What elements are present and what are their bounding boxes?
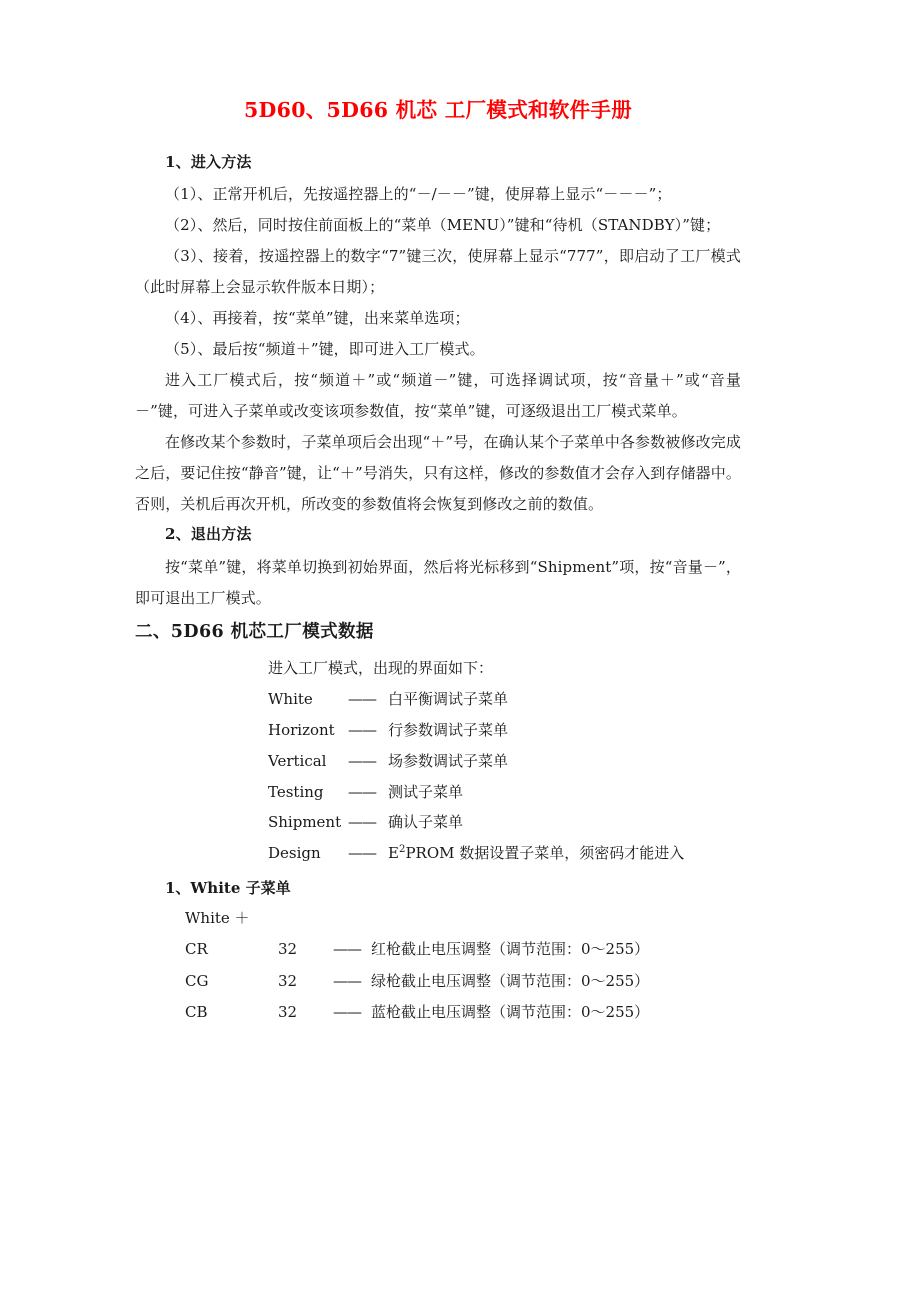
white-param-table (135, 903, 741, 1028)
entry-note-1: 进入工厂模式后，按“频道＋”或“频道－”键，可选择调试项，按“音量＋”或“音量－”键，可进入子菜单或改变该项参数值，按“菜单”键，可逐级退出工厂模式菜单。 (135, 371, 741, 421)
entry-step-2: （2）、然后，同时按住前面板上的“菜单（MENU）”键和“待机（STANDBY）”键； (165, 215, 721, 234)
list-item (268, 777, 741, 808)
heading-5d66-factory-data: 二、5D66 机芯工厂模式数据 (135, 621, 374, 642)
menu-item-name: Horizont (268, 720, 335, 739)
param-value: 32 (278, 971, 298, 990)
heading-exit-method: 2、退出方法 (165, 525, 252, 544)
page-content (135, 98, 741, 1028)
menu-item-name: Vertical (268, 751, 327, 770)
menu-item-desc: 测试子菜单 (388, 782, 464, 801)
table-row (185, 997, 741, 1028)
entry-note-2: 在修改某个参数时，子菜单项后会出现“＋”号，在确认某个子菜单中各参数被修改完成之后，要记住按“静音”键，让“＋”号消失，只有这样，修改的参数值才会存入到存储器中。否则，关机后再次开机，所改变的参数值将会恢复到修改之前的数值。 (135, 433, 741, 514)
param-value: 32 (278, 940, 298, 959)
heading-white-submenu: 1、White 子菜单 (165, 879, 291, 898)
entry-step-4: （4）、再接着，按“菜单”键，出来菜单选项； (165, 309, 470, 328)
menu-item-desc: 白平衡调试子菜单 (388, 689, 509, 708)
table-row (185, 934, 741, 965)
entry-step-3: （3）、接着，按遥控器上的数字“7”键三次，使屏幕上显示“777”，即启动了工厂模式（此时屏幕上会显示软件版本日期）； (135, 246, 741, 297)
menu-lead-text: 进入工厂模式，出现的界面如下： (268, 658, 494, 677)
heading-entry-method: 1、进入方法 (165, 152, 252, 171)
list-item (268, 684, 741, 715)
param-desc: 红枪截止电压调整（调节范围：0～255） (371, 940, 650, 959)
em-dash-icon: —— (348, 751, 376, 770)
factory-menu-list (135, 653, 741, 869)
page-title: 5D60、5D66 机芯 工厂模式和软件手册 (243, 98, 632, 122)
eeprom-superscript: 2 (398, 844, 406, 856)
param-name: CR (185, 940, 208, 959)
entry-step-5: （5）、最后按“频道＋”键，即可进入工厂模式。 (165, 340, 485, 359)
list-item (268, 807, 741, 838)
menu-item-name: Testing (268, 782, 324, 801)
em-dash-icon: —— (348, 720, 376, 739)
list-item (268, 746, 741, 777)
menu-item-name: White (268, 689, 313, 708)
param-name: CG (185, 971, 209, 990)
em-dash-icon: —— (333, 1002, 361, 1021)
em-dash-icon: —— (333, 940, 361, 959)
white-plus-indicator: White ＋ (185, 909, 250, 928)
exit-body: 按“菜单”键，将菜单切换到初始界面，然后将光标移到“Shipment”项，按“音量－”，即可退出工厂模式。 (135, 557, 741, 607)
param-desc: 绿枪截止电压调整（调节范围：0～255） (371, 971, 650, 990)
param-name: CB (185, 1002, 208, 1021)
menu-item-name: Design (268, 844, 321, 863)
menu-item-desc: 行参数调试子菜单 (388, 720, 509, 739)
menu-item-desc: 场参数调试子菜单 (388, 751, 509, 770)
list-item (268, 838, 741, 869)
em-dash-icon: —— (348, 689, 376, 708)
eeprom-suffix: PROM 数据设置子菜单，须密码才能进入 (405, 844, 685, 863)
menu-item-desc: 确认子菜单 (388, 813, 464, 832)
menu-item-name: Shipment (268, 813, 342, 832)
eeprom-prefix: E (388, 844, 399, 863)
param-value: 32 (278, 1002, 298, 1021)
entry-step-1: （1）、正常开机后，先按遥控器上的“－/－－”键，使屏幕上显示“－－－”； (165, 184, 672, 203)
em-dash-icon: —— (348, 813, 376, 832)
menu-item-desc (388, 838, 684, 869)
param-desc: 蓝枪截止电压调整（调节范围：0～255） (371, 1002, 650, 1021)
table-row (185, 966, 741, 997)
em-dash-icon: —— (348, 844, 376, 863)
em-dash-icon: —— (333, 971, 361, 990)
em-dash-icon: —— (348, 782, 376, 801)
list-item (268, 715, 741, 746)
